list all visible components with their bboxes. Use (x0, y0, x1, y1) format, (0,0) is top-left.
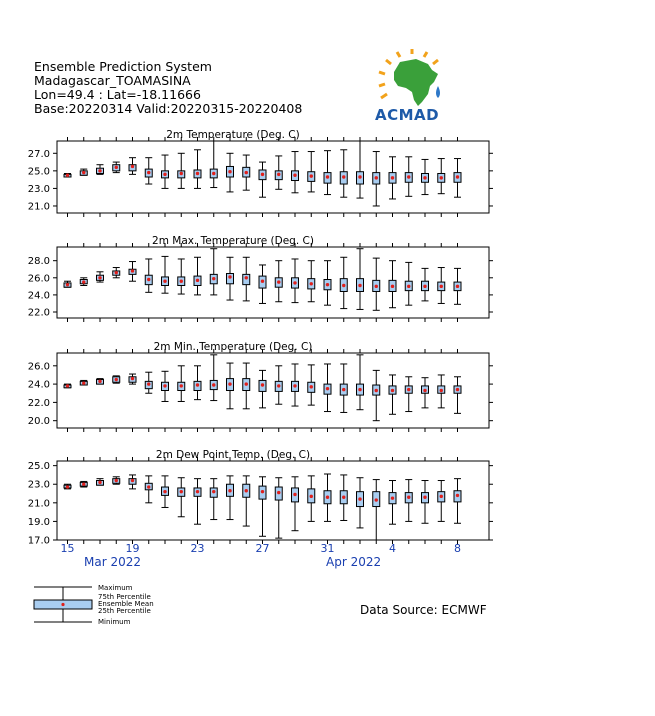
coordinates: Lon=49.4 : Lat=-18.11666 (34, 87, 201, 102)
y-tick-label: 21.0 (27, 201, 50, 213)
y-tick-label: 17.0 (27, 535, 50, 547)
y-tick-label: 21.0 (27, 498, 50, 510)
x-tick-label: 31 (320, 542, 335, 555)
panel-title: 2m Temperature (Deg. C) (166, 129, 300, 141)
month-label-apr: Apr 2022 (326, 555, 382, 569)
data-source: Data Source: ECMWF (360, 603, 487, 617)
y-tick-label: 28.0 (27, 256, 50, 268)
x-tick-label: 23 (190, 542, 205, 555)
legend-mean-label: Ensemble Mean (98, 600, 154, 608)
y-tick-label: 23.0 (27, 479, 50, 491)
x-tick-label: 27 (255, 542, 270, 555)
base-valid-dates: Base:20220314 Valid:20220315-20220408 (34, 101, 303, 116)
y-tick-label: 20.0 (27, 416, 50, 428)
legend-mean-dot (61, 603, 64, 606)
legend-p25-label: 25th Percentile (98, 607, 151, 615)
y-tick-label: 26.0 (27, 273, 50, 285)
panel-title: 2m Dew Point Temp. (Deg. C) (155, 449, 311, 461)
x-tick-label: 4 (389, 542, 396, 555)
acmad-logo-text: ACMAD (375, 106, 440, 124)
panel-title: 2m Max. Temperature (Deg. C) (152, 235, 314, 247)
location-name: Madagascar_TOAMASINA (34, 73, 191, 88)
y-tick-label: 27.0 (27, 148, 50, 160)
y-tick-label: 26.0 (27, 361, 50, 373)
y-tick-label: 25.0 (27, 166, 50, 178)
y-tick-label: 24.0 (27, 379, 50, 391)
y-tick-label: 19.0 (27, 516, 50, 528)
x-tick-label: 15 (60, 542, 75, 555)
x-tick-label: 19 (125, 542, 140, 555)
y-tick-label: 22.0 (27, 397, 50, 409)
y-tick-label: 24.0 (27, 290, 50, 302)
y-tick-label: 23.0 (27, 183, 50, 195)
title-line-1: Ensemble Prediction System (34, 59, 212, 74)
legend-min-label: Minimum (98, 618, 131, 626)
month-label-mar: Mar 2022 (84, 555, 141, 569)
x-tick-label: 8 (454, 542, 461, 555)
y-tick-label: 25.0 (27, 461, 50, 473)
y-tick-label: 22.0 (27, 307, 50, 319)
legend-max-label: Maximum (98, 584, 133, 592)
legend-p75-label: 75th Percentile (98, 593, 151, 601)
panel-title: 2m Min. Temperature (Deg. C) (153, 341, 313, 353)
